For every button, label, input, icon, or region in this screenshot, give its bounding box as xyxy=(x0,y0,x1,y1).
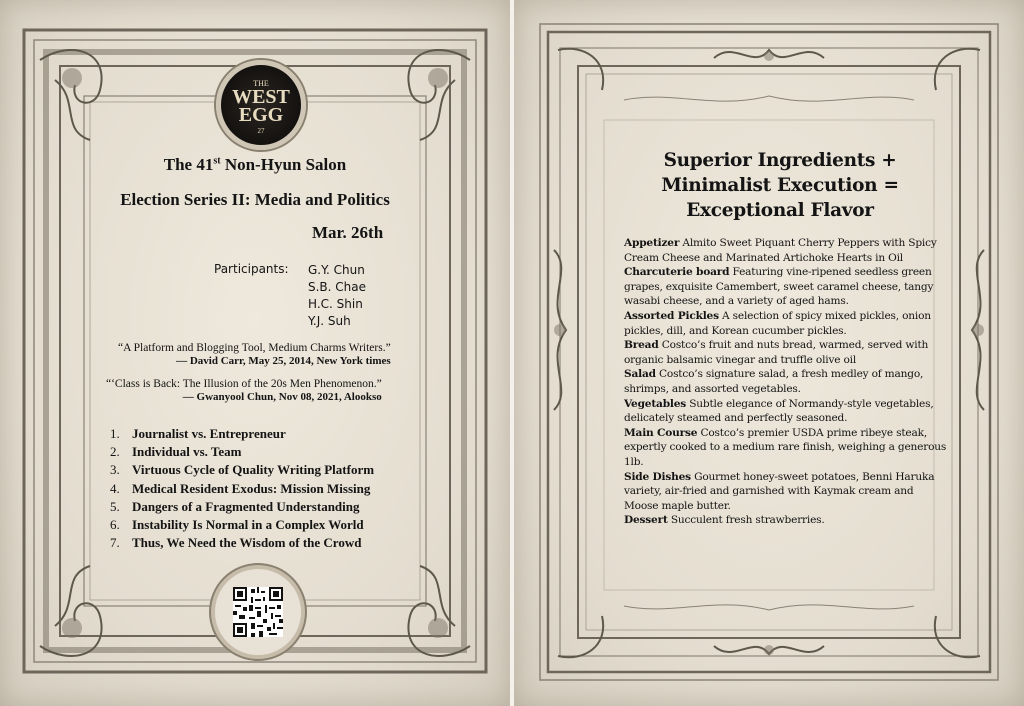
quote-source: — Gwanyool Chun, Nov 08, 2021, Alookso xyxy=(182,391,382,403)
menu-item: Vegetables Subtle elegance of Normandy-style vegetables, delicately steamed and perfectly seasoned. xyxy=(624,397,934,425)
series-title: Election Series II: Media and Politics xyxy=(120,190,390,209)
menu-title: Superior Ingredients + Minimalist Execution = Exceptional Flavor xyxy=(661,150,899,221)
logo-brand-text: WEST EGG xyxy=(232,86,290,126)
menu-item: Bread Costco’s fruit and nuts bread, warmed, served with organic balsamic vinegar and truffle olive oil xyxy=(624,339,929,366)
menu-item: Side Dishes Gourmet honey-sweet potatoes, Benni Haruka variety, air-fried and garnished with Kaymak cream and Moose maple butter. xyxy=(624,470,935,512)
logo-top-text: THE xyxy=(253,79,269,88)
menu-item: Dessert Succulent fresh strawberries. xyxy=(624,514,825,527)
topics-list xyxy=(110,425,374,552)
menu-item: Main Course Costco’s premier USDA prime ribeye steak, expertly cooked to a medium rare finish, weighing a generous 1lb. xyxy=(624,426,947,468)
menu-item: Salad Costco’s signature salad, a fresh medley of mango, shrimps, and assorted vegetables. xyxy=(624,368,924,395)
menu-item: Charcuterie board Featuring vine-ripened seedless green grapes, exquisite Camembert, sweet caramel cheese, tangy wasabi cheese, and a variety of aged hams. xyxy=(624,266,934,308)
topic-item: 2. Individual vs. Team xyxy=(110,444,242,460)
qr-code-icon[interactable] xyxy=(233,587,283,637)
west-egg-logo xyxy=(216,60,306,150)
quote-text: “A Platform and Blogging Tool, Medium Charms Writers.” xyxy=(118,342,391,354)
menu-item: Assorted Pickles A selection of spicy mixed pickles, onion pickles, dill, and Korean cucumber pickles. xyxy=(624,309,931,337)
menu-item: Appetizer Almito Sweet Piquant Cherry Peppers with Spicy Cream Cheese and Marinated Artichoke Hearts in Oil xyxy=(624,237,937,264)
participants-list xyxy=(308,262,366,330)
quote-source: — David Carr, May 25, 2014, New York times xyxy=(176,355,391,367)
participant-name: Y.J. Suh xyxy=(308,314,351,328)
salon-title: The 41st Non-Hyun Salon xyxy=(163,155,347,174)
topic-item: 1. Journalist vs. Entrepreneur xyxy=(110,426,286,441)
logo-badge-text: 27 xyxy=(257,127,265,135)
participant-name: H.C. Shin xyxy=(308,297,363,311)
qr-code-medallion xyxy=(211,565,305,659)
event-date: Mar. 26th xyxy=(312,223,384,242)
topic-item: 6. Instability Is Normal in a Complex World xyxy=(110,517,364,533)
salon-card xyxy=(0,0,510,706)
topic-item: 7. Thus, We Need the Wisdom of the Crowd xyxy=(110,535,362,551)
participant-name: S.B. Chae xyxy=(308,280,367,294)
participant-name: G.Y. Chun xyxy=(308,263,365,277)
topic-item: 3. Virtuous Cycle of Quality Writing Platform xyxy=(110,462,375,478)
menu-list xyxy=(624,236,949,528)
participants-label: Participants: xyxy=(214,262,289,276)
topic-item: 4. Medical Resident Exodus: Mission Missing xyxy=(110,480,371,496)
quote-carr xyxy=(118,342,391,367)
quote-chun xyxy=(106,378,382,403)
topic-item: 5. Dangers of a Fragmented Understanding xyxy=(110,498,360,514)
quote-text: “‘Class is Back: The Illusion of the 20s Men Phenomenon.” xyxy=(106,378,382,390)
